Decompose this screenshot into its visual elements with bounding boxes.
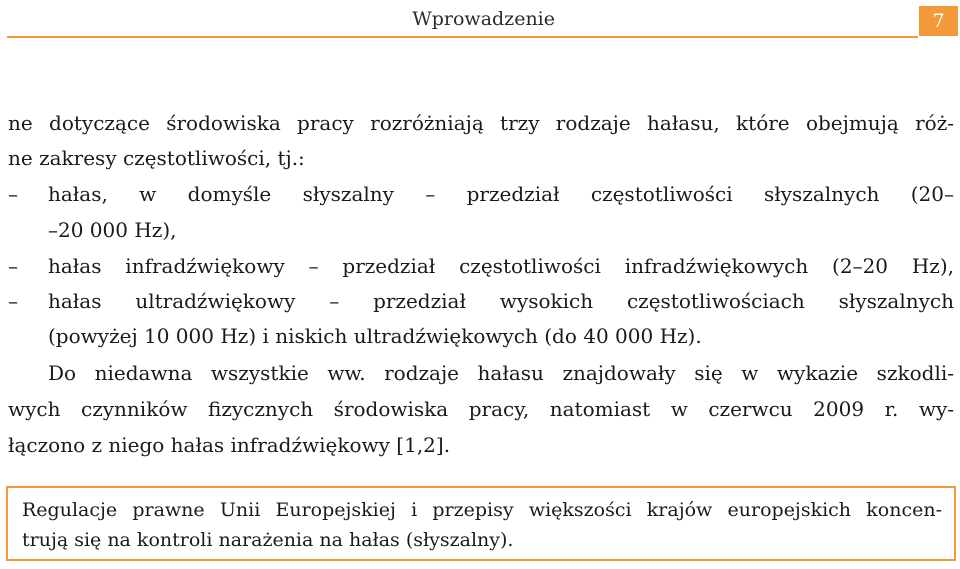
page-header (0, 0, 960, 37)
list-item-line: hałas ultradźwiękowy – przedział wysokich częstotliwościach słyszalnych (48, 289, 954, 313)
paragraph-line: ne zakresy częstotliwości, tj.: (8, 146, 305, 170)
list-item-line: –20 000 Hz), (48, 218, 177, 242)
list-item-line: hałas, w domyśle słyszalny – przedział częstotliwości słyszalnych (20– (48, 182, 954, 206)
paragraph-line: łączono z niego hałas infradźwiękowy [1,2]. (8, 433, 451, 457)
paragraph-line: wych czynników fizycznych środowiska pracy, natomiast w czerwcu 2009 r. wy- (8, 397, 954, 421)
bullet-dash: – (8, 289, 18, 313)
bullet-dash: – (8, 182, 18, 206)
bullet-dash: – (8, 254, 18, 278)
header-divider (7, 36, 918, 38)
highlight-box-line: trują się na kontroli narażenia na hałas (słyszalny). (22, 529, 514, 551)
highlight-box (6, 486, 956, 561)
running-header-title: Wprowadzenie (412, 8, 555, 30)
paragraph-line: ne dotyczące środowiska pracy rozróżniają trzy rodzaje hałasu, które obejmują róż- (8, 111, 954, 135)
paragraph-line: Do niedawna wszystkie ww. rodzaje hałasu znajdowały się w wykazie szkodli- (48, 361, 954, 385)
highlight-box-line: Regulacje prawne Unii Europejskiej i przepisy większości krajów europejskich koncen- (22, 499, 942, 521)
list-item-line: hałas infradźwiękowy – przedział częstotliwości infradźwiękowych (2–20 Hz), (48, 254, 954, 278)
list-item-line: (powyżej 10 000 Hz) i niskich ultradźwiękowych (do 40 000 Hz). (48, 324, 702, 348)
page-number-badge: 7 (919, 6, 958, 36)
